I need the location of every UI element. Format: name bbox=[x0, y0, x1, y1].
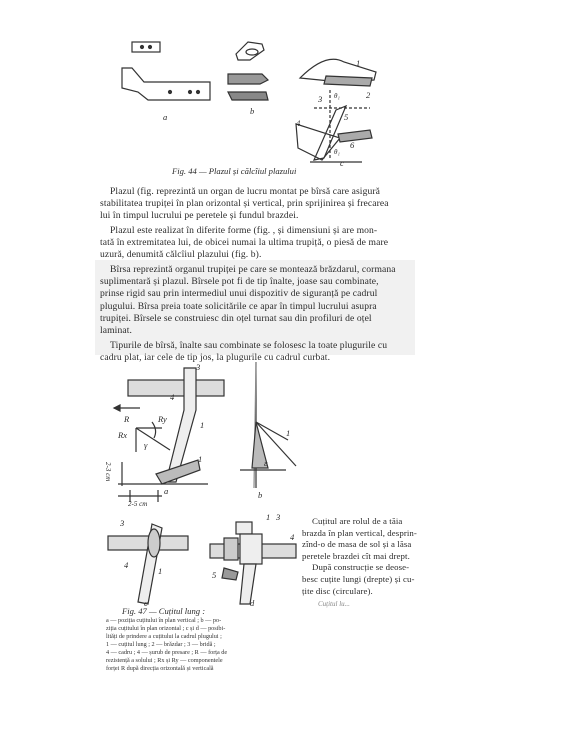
text-line: peretele brazdei cît mai drept. bbox=[302, 550, 410, 561]
figure-47-label-gamma: γ bbox=[144, 440, 148, 450]
figure-44-label-4: 4 bbox=[296, 118, 301, 128]
figure-44-label-5: 5 bbox=[344, 112, 349, 122]
text-line: zînd-o de masa de sol și a lăsa bbox=[302, 539, 412, 550]
text-line: besc cuțite lungi (drepte) și cu- bbox=[302, 573, 415, 584]
figure-47-caption-title: Fig. 47 — Cuțitul lung : bbox=[122, 606, 206, 616]
figure-47-label-d: d bbox=[250, 598, 255, 608]
text-line: uzură, denumită călcîiul plazului (fig. b). bbox=[100, 249, 262, 261]
paragraph-cutitul bbox=[302, 516, 432, 597]
figure-44 bbox=[100, 30, 400, 175]
text-line: Cuțitul are rolul de a tăia bbox=[312, 516, 403, 526]
figure-47-label-1: 1 bbox=[200, 420, 205, 430]
figure-44-label-theta: θ₁ bbox=[334, 92, 340, 100]
text-line: Bîrsa reprezintă organul trupiței pe care se montează brăzdarul, cormana bbox=[110, 264, 396, 275]
figure-44-label-b: b bbox=[250, 106, 255, 116]
figure-44-drawing bbox=[100, 30, 400, 175]
figure-47-bottom bbox=[100, 508, 300, 608]
figure-44-label-2: 2 bbox=[366, 90, 371, 100]
figure-47-label-3: 3 bbox=[196, 362, 201, 372]
figure-47-label-R: R bbox=[124, 414, 130, 424]
paragraph-tipuri bbox=[100, 340, 420, 364]
text-line: țite disc (circulare). bbox=[302, 585, 373, 596]
figure-44-label-3: 3 bbox=[318, 94, 323, 104]
text-line: Plazul este realizat în diferite forme (fig. , și dimensiuni și are mon- bbox=[110, 225, 378, 236]
caption-line: 4 — cadru ; 4 — șurub de presare ; R — forța de bbox=[106, 649, 228, 656]
text-line: cadru plat, iar cele de tip jos, la plugurile cu cadrul curbat. bbox=[100, 352, 331, 364]
caption-line: lități de prindere a cuțitului la cadrul plugului ; bbox=[106, 633, 222, 640]
figure-47-label-c-4: 4 bbox=[124, 560, 129, 570]
text-line: tată în extremitatea lui, de obicei numai la ultima trupiță, o piesă de mare bbox=[100, 237, 389, 249]
figure-47-label-d-5: 5 bbox=[212, 570, 217, 580]
text-line: Tipurile de bîrsă, înalte sau combinate se folosesc la toate plugurile cu bbox=[110, 340, 388, 351]
figure-44-label-6: 6 bbox=[350, 140, 355, 150]
figure-47-label-c-3: 3 bbox=[120, 518, 125, 528]
figure-44-label-c: c bbox=[340, 158, 344, 168]
paragraph-plaz-1 bbox=[100, 186, 420, 223]
figure-47-label-4: 4 bbox=[170, 392, 175, 402]
figure-47-label-b-1: 1 bbox=[286, 428, 291, 438]
figure-47-label-c-1: 1 bbox=[158, 566, 163, 576]
caption-line: ziția cuțitului în plan orizontal ; c și d — posibi- bbox=[106, 625, 226, 632]
figure-47-label-a: a bbox=[164, 486, 169, 496]
text-line: stabilitatea trupiței în plan orizontal și vertical, prin sprijinirea și frecarea bbox=[100, 198, 389, 210]
caption-line: rezistență a solului ; Rx și Ry — componentele bbox=[106, 657, 223, 664]
figure-47-label-2: 1 bbox=[198, 454, 203, 464]
figure-47-label-eps: ε bbox=[264, 458, 268, 468]
figure-44-label-1: 1 bbox=[356, 58, 361, 68]
figure-47-label-Rx: Rx bbox=[118, 430, 127, 440]
figure-47-label-c: c bbox=[144, 598, 148, 608]
caption-line: 1 — cuțitul lung ; 2 — brăzdar ; 3 — bridă ; bbox=[106, 641, 216, 648]
figure-47-label-d-1: 1 bbox=[266, 512, 271, 522]
text-line: Plazul (fig. reprezintă un organ de lucru montat pe bîrsă care asigură bbox=[110, 186, 381, 197]
text-line: prinse rigid sau prin intermediul unui dispozitiv de siguranță pe cadrul bbox=[100, 288, 378, 300]
text-line: brazda în plan vertical, desprin- bbox=[302, 527, 417, 538]
text-line: lui în timpul lucrului pe peretele și fundul brazdei. bbox=[100, 210, 299, 222]
caption-line: a — poziția cuțitului în plan vertical ; b — po- bbox=[106, 617, 222, 624]
paragraph-birsa bbox=[100, 264, 420, 337]
figure-44-label-theta2: θ₁ bbox=[334, 148, 340, 156]
figure-47-top bbox=[100, 362, 420, 512]
figure-47-dim-1: 2-3 cm bbox=[104, 462, 112, 482]
figure-47-label-d-3: 3 bbox=[276, 512, 281, 522]
figure-47-label-Ry: Ry bbox=[158, 414, 167, 424]
figure-47-bottom-drawing bbox=[100, 508, 300, 608]
footer-fragment: Cuțitul lu... bbox=[318, 600, 350, 608]
text-line: După construcție se deose- bbox=[312, 562, 410, 573]
text-line: laminat. bbox=[100, 325, 132, 337]
figure-47-dim-2: 2-5 cm bbox=[128, 500, 148, 508]
caption-line: forței R după direcția orizontală și verticală bbox=[106, 665, 214, 672]
text-line: trupiței. Bîrsele se construiesc din oțel turnat sau din profiluri de oțel bbox=[100, 312, 372, 324]
figure-44-label-a: a bbox=[163, 112, 168, 122]
figure-47-label-d-4: 4 bbox=[290, 532, 295, 542]
text-line: suplimentară și plazul. Bîrsele pot fi de tip înalte, joase sau combinate, bbox=[100, 276, 379, 288]
figure-47-label-b: b bbox=[258, 490, 263, 500]
figure-44-caption: Fig. 44 — Plazul și călcîiul plazului bbox=[172, 166, 297, 176]
text-line: plugului. Bîrsa preia toate solicitările ce apar în timpul lucrului asupra bbox=[100, 300, 377, 312]
paragraph-plaz-2 bbox=[100, 225, 420, 262]
